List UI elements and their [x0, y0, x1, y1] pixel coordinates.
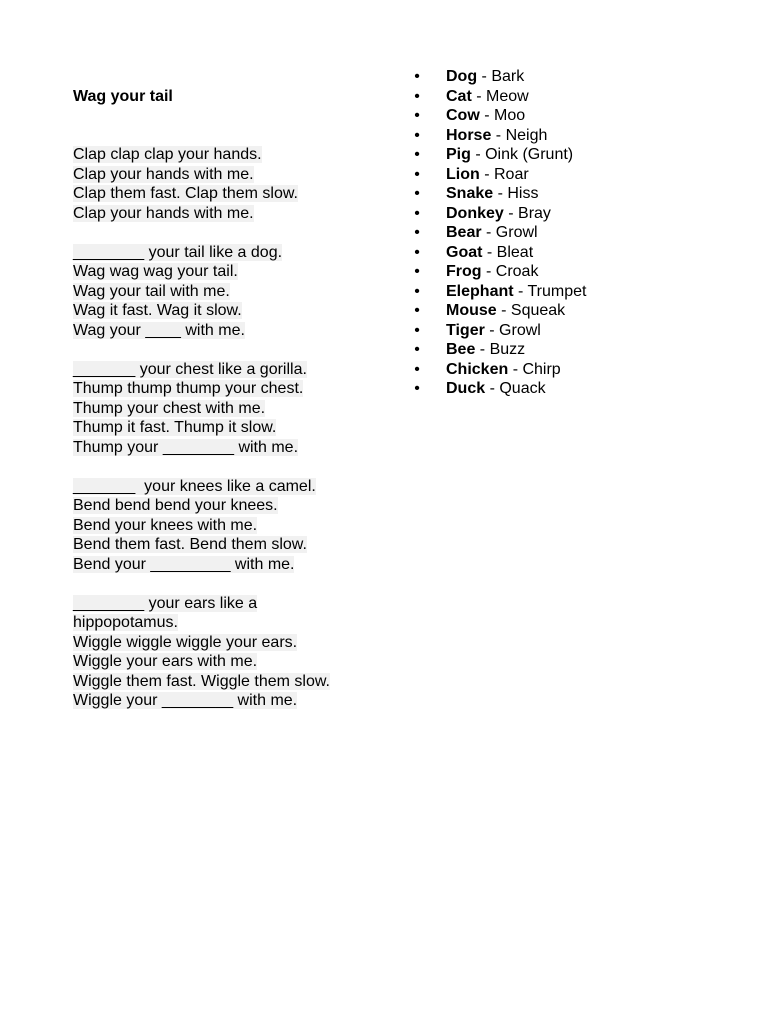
animal-name: Elephant [446, 282, 514, 300]
stanza-line [73, 360, 393, 380]
animal-name: Duck [446, 380, 486, 397]
stanza [73, 477, 393, 575]
stanza-line [73, 516, 393, 536]
stanza-line-text: Wiggle wiggle wiggle your ears. [73, 633, 298, 651]
animal-name: Tiger [446, 321, 485, 339]
animal-sound: - Quack [485, 380, 546, 397]
bullet-icon: • [414, 341, 420, 358]
animal-sound: - Growl [484, 321, 541, 339]
stanza-line-text: Clap them fast. Clap them slow. [73, 185, 298, 202]
animal-name: Frog [446, 263, 482, 280]
animal-sound: - Bark [477, 68, 525, 85]
stanza-line [73, 691, 393, 711]
stanza-line [73, 399, 393, 419]
stanza-line [73, 184, 393, 204]
bullet-icon: • [414, 243, 420, 261]
list-item [412, 321, 712, 341]
bullet-icon: • [414, 185, 420, 202]
stanza-line-text: Wiggle your ________ with me. [73, 692, 298, 709]
list-item [412, 67, 712, 87]
stanza-line [73, 652, 393, 672]
animal-sound: - Oink (Grunt) [470, 146, 574, 163]
animal-name: Mouse [446, 302, 497, 319]
stanza-line [73, 496, 393, 516]
animal-sound: - Croak [481, 263, 539, 280]
stanza-line-text: Clap your hands with me. [73, 204, 254, 222]
list-item [412, 243, 712, 263]
animal-sound: - Squeak [496, 302, 566, 319]
list-item [412, 340, 712, 360]
stanza [73, 145, 393, 223]
animal-name: Lion [446, 165, 480, 183]
animal-sound: - Moo [479, 107, 526, 124]
stanza-line-text: Bend them fast. Bend them slow. [73, 536, 307, 553]
stanza-line-text: Wiggle them fast. Wiggle them slow. [73, 672, 330, 690]
stanza-line [73, 555, 393, 575]
song-column [73, 87, 393, 730]
bullet-icon: • [414, 126, 420, 144]
stanza-line [73, 321, 393, 341]
stanza-line [73, 633, 393, 653]
animal-sound: - Hiss [493, 185, 539, 202]
animal-sound: - Chirp [508, 360, 561, 378]
animal-sound: - Meow [471, 87, 529, 105]
animal-name: Bee [446, 341, 476, 358]
stanza-line [73, 301, 393, 321]
list-item [412, 106, 712, 126]
animal-name: Cat [446, 87, 472, 105]
song-stanzas [73, 145, 393, 711]
bullet-icon: • [414, 360, 420, 378]
bullet-icon: • [414, 68, 420, 85]
animal-name: Cow [446, 107, 480, 124]
list-item [412, 379, 712, 399]
stanza-line [73, 613, 393, 633]
stanza-line [73, 282, 393, 302]
stanza-line [73, 243, 393, 263]
stanza-line-text: Bend bend bend your knees. [73, 497, 278, 514]
stanza-line-text: Wag your tail with me. [73, 282, 230, 300]
list-item [412, 145, 712, 165]
list-item [412, 184, 712, 204]
stanza-line [73, 477, 393, 497]
list-item [412, 282, 712, 302]
bullet-icon: • [414, 321, 420, 339]
list-item [412, 204, 712, 224]
list-item [412, 223, 712, 243]
stanza-line-text: Bend your _________ with me. [73, 555, 295, 573]
stanza-line-text: ________ your tail like a dog. [73, 243, 283, 261]
stanza-line [73, 672, 393, 692]
bullet-icon: • [414, 224, 420, 241]
animal-sound: - Buzz [475, 341, 526, 358]
animal-name: Bear [446, 224, 482, 241]
list-item [412, 165, 712, 185]
stanza-line-text: _______ your knees like a camel. [73, 477, 316, 495]
stanza [73, 243, 393, 341]
animal-sounds-list [412, 67, 712, 399]
animal-sound: - Growl [481, 224, 538, 241]
bullet-icon: • [414, 302, 420, 319]
stanza-line [73, 438, 393, 458]
bullet-icon: • [414, 263, 420, 280]
stanza-line-text: Thump thump thump your chest. [73, 380, 304, 397]
list-item [412, 360, 712, 380]
bullet-icon: • [414, 107, 420, 124]
animal-name: Dog [446, 68, 478, 85]
animal-name: Pig [446, 146, 471, 163]
bullet-icon: • [414, 380, 420, 397]
stanza-line-text: hippopotamus. [73, 614, 178, 631]
animal-name: Donkey [446, 204, 504, 222]
animal-sound: - Bray [503, 204, 551, 222]
list-item [412, 301, 712, 321]
animal-sound: - Roar [479, 165, 529, 183]
list-item [412, 126, 712, 146]
stanza-line-text: Thump your chest with me. [73, 399, 266, 417]
bullet-icon: • [414, 87, 420, 105]
stanza-line-text: Wag it fast. Wag it slow. [73, 302, 242, 319]
list-item [412, 262, 712, 282]
stanza-line-text: Wag your ____ with me. [73, 321, 245, 339]
stanza-line-text: Wiggle your ears with me. [73, 653, 258, 670]
song-title: Wag your tail [73, 88, 173, 105]
stanza-line [73, 594, 393, 614]
stanza-line [73, 145, 393, 165]
stanza-line-text: Thump it fast. Thump it slow. [73, 419, 277, 436]
animal-sound: - Neigh [491, 126, 548, 144]
animal-sound: - Trumpet [513, 282, 587, 300]
stanza [73, 360, 393, 458]
stanza-line-text: ________ your ears like a [73, 594, 258, 612]
animal-name: Goat [446, 243, 483, 261]
animal-name: Chicken [446, 360, 509, 378]
bullet-icon: • [414, 282, 420, 300]
bullet-icon: • [414, 204, 420, 222]
stanza-line [73, 204, 393, 224]
bullet-icon: • [414, 146, 420, 163]
bullet-icon: • [414, 165, 420, 183]
stanza-line-text: Clap your hands with me. [73, 165, 254, 183]
stanza-line [73, 418, 393, 438]
list-item [412, 87, 712, 107]
stanza-line [73, 379, 393, 399]
stanza-line [73, 262, 393, 282]
stanza-line-text: Thump your ________ with me. [73, 438, 299, 456]
stanza [73, 594, 393, 711]
animal-name: Horse [446, 126, 492, 144]
stanza-line-text: Clap clap clap your hands. [73, 146, 262, 163]
stanza-line [73, 535, 393, 555]
stanza-line-text: _______ your chest like a gorilla. [73, 360, 307, 378]
stanza-line-text: Wag wag wag your tail. [73, 263, 238, 280]
animal-sound: - Bleat [482, 243, 534, 261]
stanza-line-text: Bend your knees with me. [73, 516, 258, 534]
stanza-line [73, 165, 393, 185]
animal-name: Snake [446, 185, 494, 202]
